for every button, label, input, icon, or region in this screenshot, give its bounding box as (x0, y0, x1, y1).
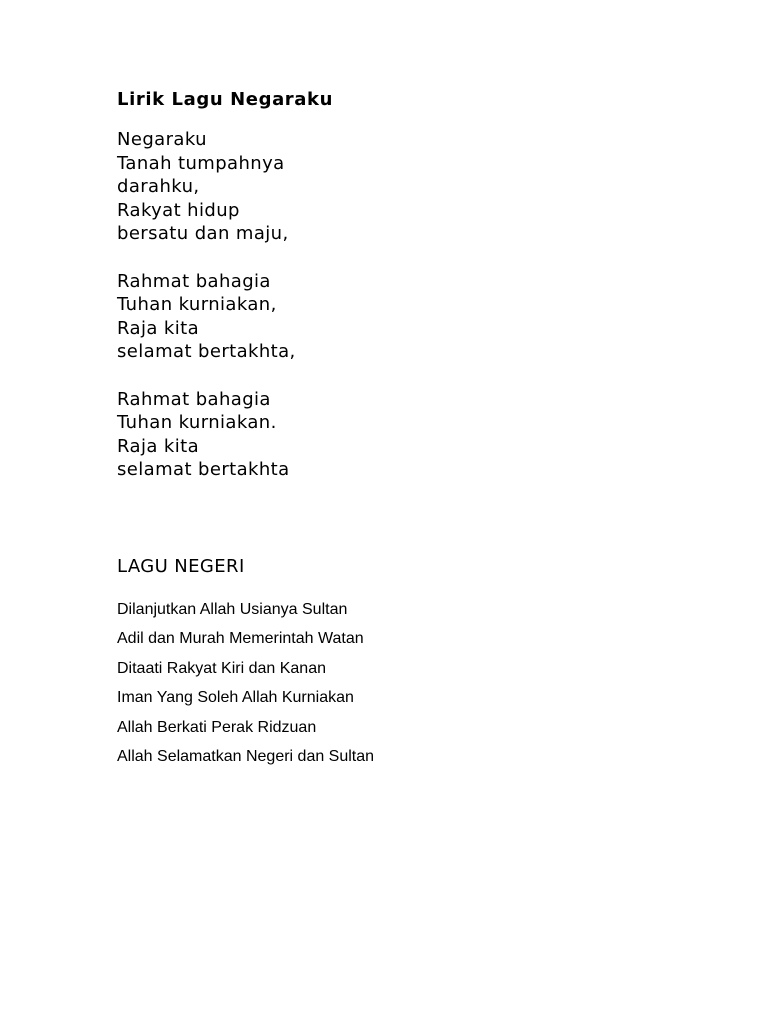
negeri-line: Adil dan Murah Memerintah Watan (117, 630, 364, 648)
negeri-line: Iman Yang Soleh Allah Kurniakan (117, 689, 354, 707)
negeri-line: Ditaati Rakyat Kiri dan Kanan (117, 659, 326, 677)
lyric-line: Rahmat bahagia (117, 388, 271, 410)
lyric-line: selamat bertakhta, (117, 341, 296, 363)
stanza-3 (117, 388, 296, 482)
lyric-line: Tuhan kurniakan, (117, 294, 277, 316)
lyric-line: Raja kita (117, 317, 200, 339)
negeri-line: Allah Berkati Perak Ridzuan (117, 718, 317, 736)
section-heading: LAGU NEGERI (117, 556, 245, 577)
lyric-line: bersatu dan maju, (117, 223, 289, 245)
lyric-line: Negaraku (117, 129, 207, 150)
stanza-2 (117, 270, 296, 364)
page-title: Lirik Lagu Negaraku (117, 89, 334, 110)
lyric-line: Tuhan kurniakan. (117, 412, 277, 434)
lyric-line: darahku, (117, 176, 200, 198)
negeri-line: Dilanjutkan Allah Usianya Sultan (117, 601, 348, 618)
lagu-negeri-lyrics (117, 599, 374, 775)
lyric-line: Rakyat hidup (117, 199, 240, 221)
lyric-line: Raja kita (117, 435, 200, 457)
lyric-line: Rahmat bahagia (117, 270, 271, 292)
negeri-line: Allah Selamatkan Negeri dan Sultan (117, 747, 375, 765)
stanza-1 (117, 128, 296, 246)
negaraku-lyrics (117, 128, 296, 506)
lyric-line: selamat bertakhta (117, 459, 290, 481)
lyric-line: Tanah tumpahnya (117, 152, 285, 174)
